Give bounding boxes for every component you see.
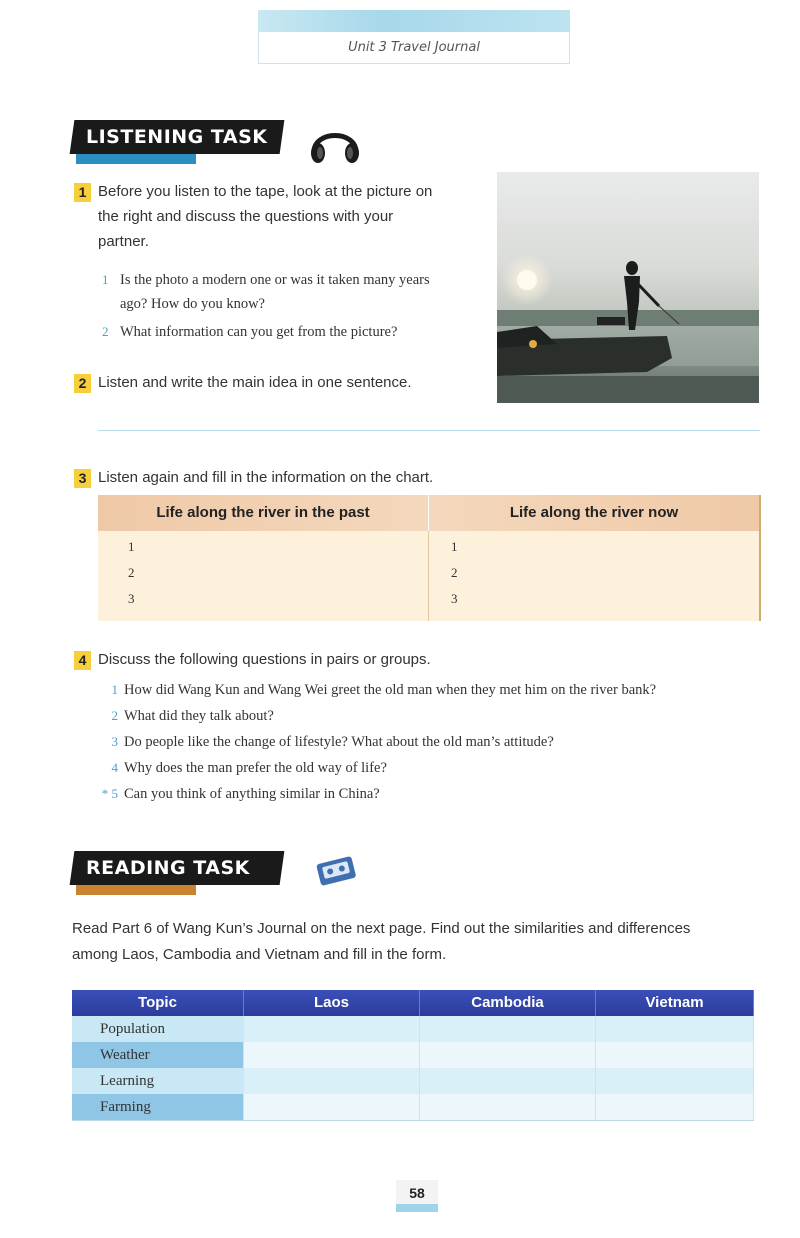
table-row xyxy=(72,1068,754,1094)
form-cell[interactable] xyxy=(420,1042,596,1068)
question-item: * 5 Can you think of anything similar in China? xyxy=(101,786,380,802)
chart-column-past[interactable]: 1 2 3 xyxy=(128,539,135,606)
question-item: 3 Do people like the change of lifestyle? What about the old man’s attitude? xyxy=(111,734,554,750)
form-cell[interactable] xyxy=(420,1068,596,1094)
row-label: Learning xyxy=(72,1068,244,1094)
row-label: Farming xyxy=(72,1094,244,1120)
title-accent xyxy=(76,885,196,895)
task-number: 4 xyxy=(74,651,91,670)
headphones-icon xyxy=(306,120,364,166)
listening-task-heading xyxy=(72,120,282,164)
question-item: 1 Is the photo a modern one or was it taken many years ago? How do you know? xyxy=(102,272,430,312)
question-item: 1 How did Wang Kun and Wang Wei greet the old man when they met him on the river bank? xyxy=(111,682,657,698)
task-4-text: Discuss the following questions in pairs or groups. xyxy=(98,651,431,668)
task-number: 1 xyxy=(74,183,91,202)
form-header-topic: Topic xyxy=(72,990,244,1016)
form-cell[interactable] xyxy=(596,1094,754,1120)
listening-task-title: LISTENING TASK xyxy=(70,120,285,154)
countries-comparison-form xyxy=(72,990,754,1124)
reading-task-heading xyxy=(72,851,282,895)
cassette-tape-icon xyxy=(314,852,358,888)
form-cell[interactable] xyxy=(596,1016,754,1042)
form-header-laos: Laos xyxy=(244,990,420,1016)
task-1-question-list xyxy=(102,268,492,344)
question-item: 4 Why does the man prefer the old way of life? xyxy=(111,760,387,776)
table-row xyxy=(72,1042,754,1068)
row-label: Population xyxy=(72,1016,244,1042)
task-4-question-list xyxy=(86,678,776,808)
form-cell[interactable] xyxy=(596,1042,754,1068)
title-accent xyxy=(76,154,196,164)
task-3-text: Listen again and fill in the information on the chart. xyxy=(98,469,434,486)
chart-header-now: Life along the river now xyxy=(428,495,759,531)
river-life-chart xyxy=(98,495,761,621)
reading-instructions: Read Part 6 of Wang Kun’s Journal on the next page. Find out the similarities and differences among Laos, Cambodia and Vietnam and fill in the form. xyxy=(72,920,691,963)
table-row xyxy=(72,1016,754,1042)
header-banner xyxy=(258,10,570,32)
form-cell[interactable] xyxy=(244,1068,420,1094)
question-item: 2 What did they talk about? xyxy=(111,708,274,724)
form-cell[interactable] xyxy=(596,1068,754,1094)
answer-line[interactable] xyxy=(98,430,760,431)
chart-column-now[interactable]: 1 2 3 xyxy=(428,531,759,621)
table-row xyxy=(72,1094,754,1121)
form-cell[interactable] xyxy=(244,1094,420,1120)
page-number: 58 xyxy=(396,1180,438,1212)
form-header-vietnam: Vietnam xyxy=(596,990,754,1016)
unit-header: Unit 3 Travel Journal xyxy=(258,32,570,64)
question-item: 2 What information can you get from the picture? xyxy=(102,324,398,340)
form-cell[interactable] xyxy=(244,1042,420,1068)
river-fisherman-photo xyxy=(497,172,759,403)
task-number: 3 xyxy=(74,469,91,488)
task-number: 2 xyxy=(74,374,91,393)
row-label: Weather xyxy=(72,1042,244,1068)
form-cell[interactable] xyxy=(244,1016,420,1042)
form-cell[interactable] xyxy=(420,1094,596,1120)
form-cell[interactable] xyxy=(420,1016,596,1042)
reading-task-title: READING TASK xyxy=(70,851,285,885)
task-1-text: Before you listen to the tape, look at the picture on the right and discuss the questions with your partner. xyxy=(98,183,433,250)
task-2-text: Listen and write the main idea in one sentence. xyxy=(98,374,412,391)
form-header-cambodia: Cambodia xyxy=(420,990,596,1016)
chart-header-past: Life along the river in the past xyxy=(156,504,370,521)
